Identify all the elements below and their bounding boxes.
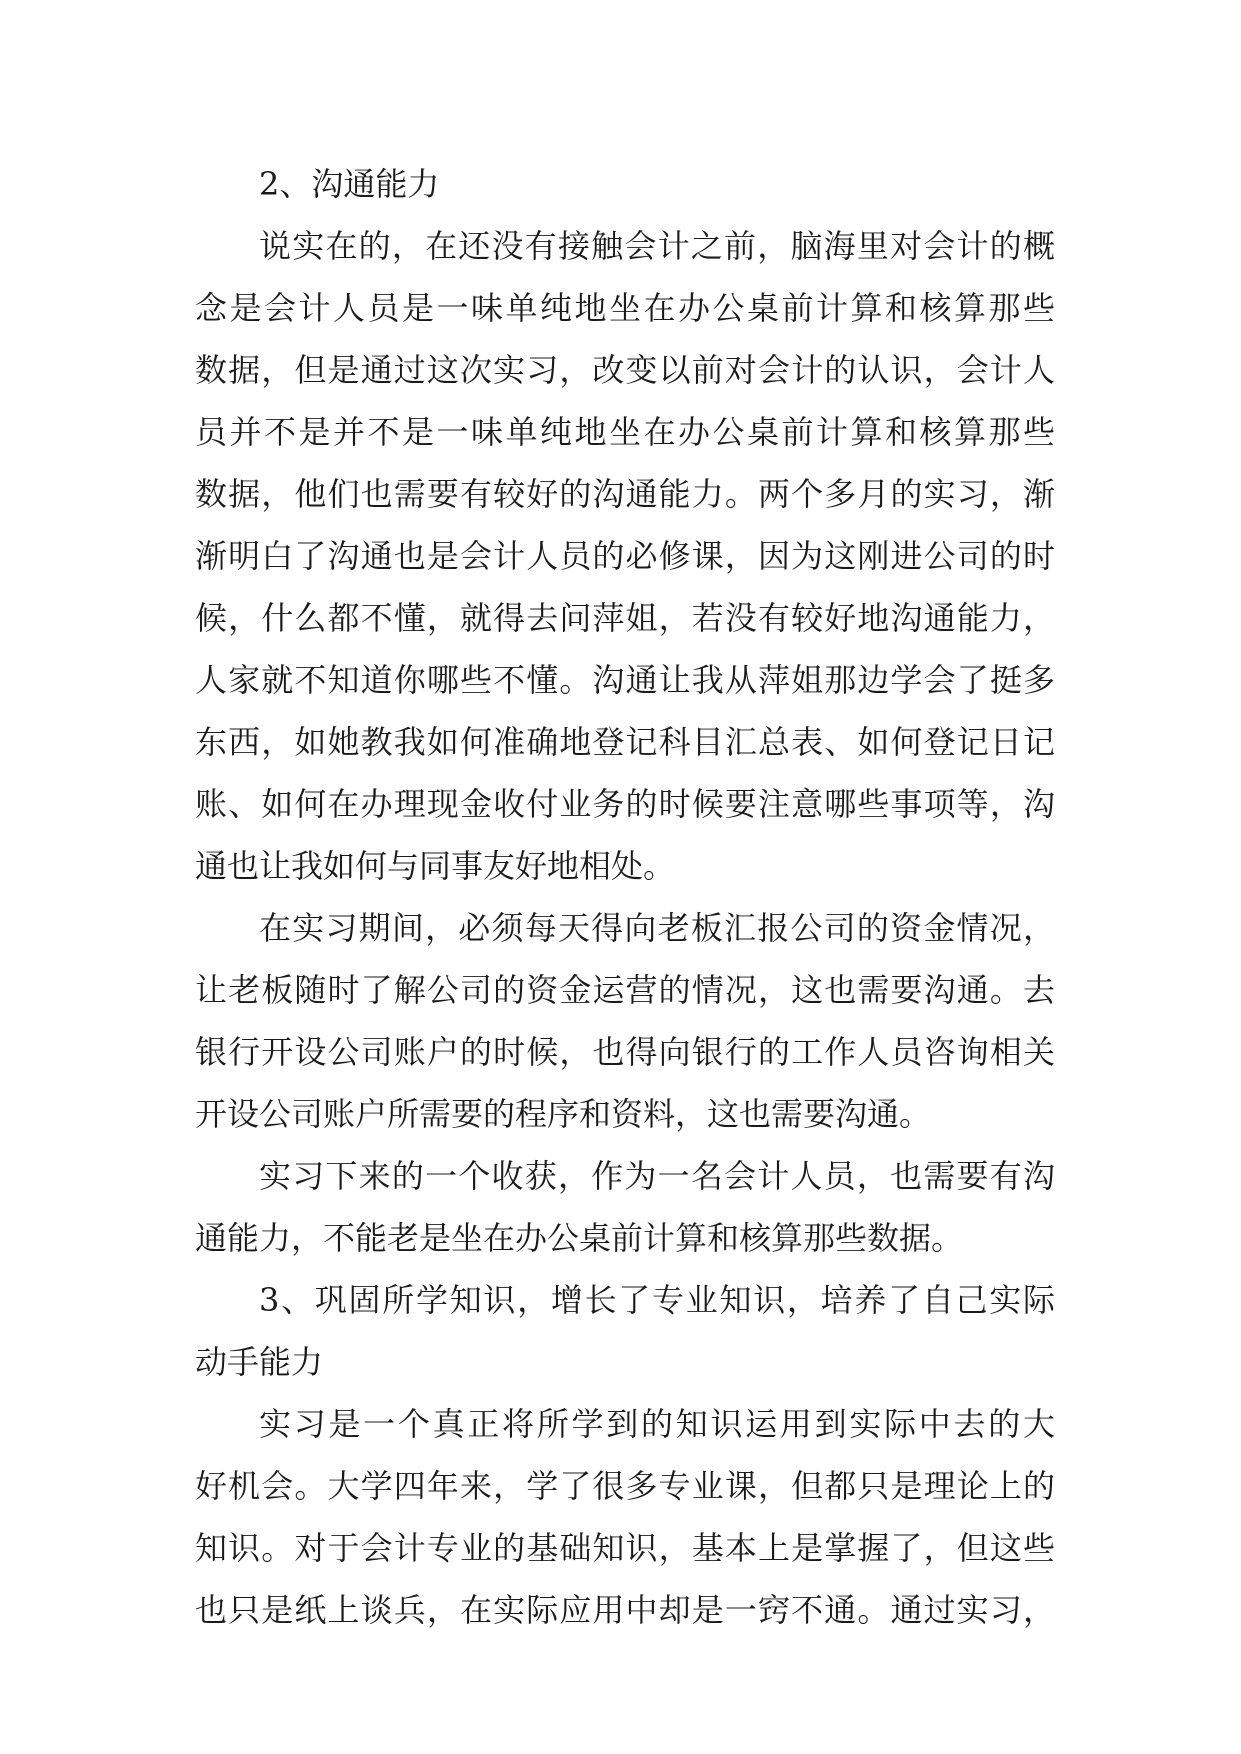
text-line: 知识。对于会计专业的基础知识，基本上是掌握了，但这些 — [195, 1529, 1055, 1567]
text-line: 动手能力 — [195, 1343, 324, 1381]
text-line: 开设公司账户所需要的程序和资料，这也需要沟通。 — [195, 1095, 932, 1133]
text-line: 在实习期间，必须每天得向老板汇报公司的资金情况， — [259, 909, 1055, 947]
text-line: 好机会。大学四年来，学了很多专业课，但都只是理论上的 — [195, 1467, 1055, 1505]
text-line: 实习下来的一个收获，作为一名会计人员，也需要有沟 — [259, 1157, 1055, 1195]
text-line: 3、巩固所学知识，增长了专业知识，培养了自己实际 — [259, 1281, 1055, 1319]
text-line: 实习是一个真正将所学到的知识运用到实际中去的大 — [259, 1405, 1055, 1443]
text-line: 账、如何在办理现金收付业务的时候要注意哪些事项等，沟 — [195, 785, 1055, 823]
text-line: 员并不是并不是一味单纯地坐在办公桌前计算和核算那些 — [195, 413, 1055, 451]
text-line: 渐明白了沟通也是会计人员的必修课，因为这刚进公司的时 — [195, 537, 1055, 575]
text-line: 也只是纸上谈兵，在实际应用中却是一窍不通。通过实习， — [195, 1591, 1055, 1629]
text-line: 数据，他们也需要有较好的沟通能力。两个多月的实习，渐 — [195, 475, 1055, 513]
text-line: 念是会计人员是一味单纯地坐在办公桌前计算和核算那些 — [195, 289, 1055, 327]
text-line: 通也让我如何与同事友好地相处。 — [195, 847, 676, 885]
text-line: 说实在的，在还没有接触会计之前，脑海里对会计的概 — [259, 227, 1055, 265]
text-line: 候，什么都不懂，就得去问萍姐，若没有较好地沟通能力， — [195, 599, 1055, 637]
text-line: 通能力，不能老是坐在办公桌前计算和核算那些数据。 — [195, 1219, 964, 1257]
text-line: 东西，如她教我如何准确地登记科目汇总表、如何登记日记 — [195, 723, 1055, 761]
text-line: 人家就不知道你哪些不懂。沟通让我从萍姐那边学会了挺多 — [195, 661, 1055, 699]
document-body — [195, 153, 1055, 1641]
text-line: 2、沟通能力 — [259, 165, 440, 203]
text-line: 银行开设公司账户的时候，也得向银行的工作人员咨询相关 — [195, 1033, 1055, 1071]
text-line: 让老板随时了解公司的资金运营的情况，这也需要沟通。去 — [195, 971, 1055, 1009]
text-line: 数据，但是通过这次实习，改变以前对会计的认识，会计人 — [195, 351, 1055, 389]
